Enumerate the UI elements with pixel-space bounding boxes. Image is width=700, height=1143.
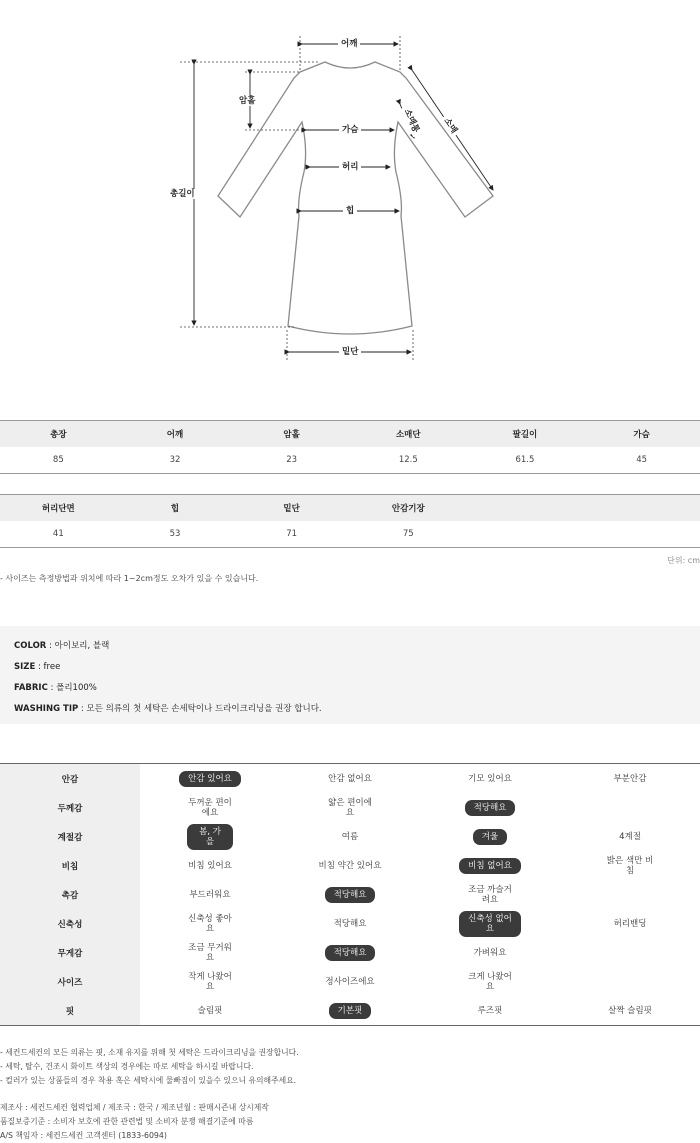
attribute-option: 부분안감	[613, 773, 647, 784]
size-key: SIZE	[14, 662, 36, 672]
attribute-option-selected: 기본핏	[280, 1003, 420, 1019]
attribute-name: 계절감	[0, 822, 140, 851]
attribute-option-selected: 적당해요	[280, 887, 420, 903]
waist-label: 허리	[339, 162, 361, 172]
attribute-option	[560, 893, 700, 897]
attribute-option-selected: 안감 있어요	[140, 771, 280, 787]
header-cell: 암홀	[283, 430, 300, 440]
attribute-row-weight	[0, 938, 700, 967]
size-value-row	[0, 447, 700, 473]
attribute-option: 밝은 색만 비침	[606, 855, 654, 876]
washing-value: 모든 의류의 첫 세탁은 손세탁이나 드라이크리닝을 권장 합니다.	[86, 704, 322, 714]
attribute-option	[560, 806, 700, 810]
header-cell: 안감기장	[391, 504, 425, 514]
attribute-name: 무게감	[0, 938, 140, 967]
attribute-option: 허리밴딩	[613, 918, 647, 929]
attribute-row-fit	[0, 996, 700, 1025]
header-cell: 힙	[170, 504, 180, 514]
size-header-row	[0, 495, 700, 521]
attribute-option: 안감 없어요	[328, 773, 372, 784]
attribute-row-size	[0, 967, 700, 996]
value-cell: 41	[52, 529, 64, 539]
attribute-option: 얇은 편이에요	[328, 797, 372, 818]
shoulder-label: 어깨	[338, 39, 360, 49]
company-info-line: 품질보증기준 : 소비자 보호에 관한 관련법 및 소비자 분쟁 해결기준에 따름	[0, 1117, 254, 1126]
attribute-option: 적당해요	[333, 918, 367, 929]
attribute-name: 두께감	[0, 793, 140, 822]
care-note: - 세탁, 탈수, 건조시 화이트 색상의 경우에는 따로 세탁을 하시길 바랍니다.	[0, 1062, 254, 1071]
attribute-row-season	[0, 822, 700, 851]
value-cell: 12.5	[398, 455, 418, 465]
measurement-diagram	[0, 0, 700, 380]
attribute-option: 슬림핏	[197, 1005, 223, 1016]
attribute-option: 부드러워요	[189, 889, 231, 900]
attribute-row-sheerness	[0, 851, 700, 880]
total-length-label: 총길이	[167, 189, 198, 199]
chest-label: 가슴	[339, 125, 361, 135]
attribute-name: 안감	[0, 764, 140, 793]
attribute-name: 신축성	[0, 909, 140, 938]
attribute-option	[560, 951, 700, 955]
attribute-option: 조금 무거워요	[188, 942, 232, 963]
sleeve-hem-label: 소매통	[401, 105, 423, 137]
attribute-option: 조금 까슬거려요	[468, 884, 512, 905]
attribute-row-lining	[0, 764, 700, 793]
unit-label: 단위: cm	[667, 556, 700, 565]
header-cell: 어깨	[166, 430, 184, 440]
attribute-option: 루즈핏	[477, 1005, 503, 1016]
value-cell: 32	[169, 455, 181, 465]
washing-line: WASHING TIP : 모든 의류의 첫 세탁은 손세탁이나 드라이크리닝을 권장 합니다.	[14, 704, 322, 714]
size-table-1	[0, 420, 700, 474]
attribute-table	[0, 763, 700, 1026]
size-value: free	[43, 662, 61, 672]
washing-key: WASHING TIP	[14, 704, 79, 714]
value-cell: 85	[52, 455, 64, 465]
attribute-option-selected: 비침 없어요	[420, 858, 560, 874]
attribute-row-texture	[0, 880, 700, 909]
care-note: - 컬러가 있는 상품들의 경우 착용 혹은 세탁시에 물빠짐이 있을수 있으니 유의해주세요.	[0, 1076, 297, 1085]
attribute-option: 작게 나왔어요	[188, 971, 232, 992]
armhole-label: 암홀	[236, 96, 258, 106]
sleeve-label: 소매	[440, 114, 461, 138]
hem-label: 밑단	[339, 347, 361, 357]
attribute-option: 살짝 슬림핏	[608, 1005, 652, 1016]
header-cell: 밑단	[283, 504, 300, 514]
footer-notes	[0, 1046, 700, 1143]
product-info-box	[0, 626, 700, 724]
attribute-option: 기모 있어요	[468, 773, 512, 784]
attribute-option-selected: 봄, 가을	[140, 824, 280, 850]
attribute-name: 핏	[0, 996, 140, 1025]
value-cell: 45	[636, 455, 648, 465]
size-note: - 사이즈는 측정방법과 위치에 따라 1~2cm정도 오차가 있을 수 있습니다.	[0, 574, 259, 583]
color-value: 아이보리, 블랙	[54, 641, 110, 651]
size-header-row	[0, 421, 700, 447]
attribute-row-thickness	[0, 793, 700, 822]
size-table-2	[0, 494, 700, 548]
header-cell: 가슴	[633, 430, 650, 440]
header-cell: 소매단	[395, 430, 421, 440]
value-cell: 75	[402, 529, 414, 539]
attribute-option: 신축성 좋아요	[188, 913, 232, 934]
attribute-option-selected: 적당해요	[420, 800, 560, 816]
size-line: SIZE : free	[14, 662, 61, 672]
color-key: COLOR	[14, 641, 47, 651]
attribute-option: 크게 나왔어요	[468, 971, 512, 992]
hip-label: 힙	[343, 206, 357, 216]
dress-illustration	[0, 0, 700, 380]
attribute-name: 촉감	[0, 880, 140, 909]
fabric-key: FABRIC	[14, 683, 48, 693]
value-cell: 23	[286, 455, 298, 465]
attribute-row-elasticity	[0, 909, 700, 938]
company-info-line: 제조사 : 세컨드세컨 협력업체 / 제조국 : 한국 / 제조년월 : 판매시즌내 상시제작	[0, 1103, 269, 1112]
care-note: - 세컨드세컨의 모든 의류는 핏, 소재 유지를 위해 첫 세탁은 드라이크리닝을 권장합니다.	[0, 1048, 299, 1057]
value-cell: 71	[286, 529, 298, 539]
attribute-option: 비침 있어요	[188, 860, 232, 871]
attribute-option: 가벼워요	[473, 947, 507, 958]
attribute-option-selected: 적당해요	[280, 945, 420, 961]
size-value-row	[0, 521, 700, 547]
attribute-option: 두꺼운 편이에요	[188, 797, 232, 818]
value-cell: 53	[169, 529, 181, 539]
value-cell: 61.5	[515, 455, 535, 465]
attribute-option: 여름	[341, 831, 359, 842]
header-cell: 팔길이	[512, 430, 538, 440]
attribute-option-selected: 신축성 없어요	[420, 911, 560, 937]
attribute-name: 비침	[0, 851, 140, 880]
attribute-option-selected: 겨울	[420, 829, 560, 845]
attribute-option: 비침 약간 있어요	[318, 860, 382, 871]
attribute-option	[560, 980, 700, 984]
color-line: COLOR : 아이보리, 블랙	[14, 641, 110, 651]
header-cell: 총장	[50, 430, 67, 440]
attribute-option: 정사이즈에요	[325, 976, 375, 987]
fabric-line: FABRIC : 폴리100%	[14, 683, 97, 693]
header-cell: 허리단면	[41, 504, 75, 514]
company-info-line: A/S 책임자 : 세컨드세컨 고객센터 (1833-6094)	[0, 1131, 167, 1140]
fabric-value: 폴리100%	[56, 683, 97, 693]
attribute-option: 4계절	[619, 831, 641, 842]
attribute-name: 사이즈	[0, 967, 140, 996]
